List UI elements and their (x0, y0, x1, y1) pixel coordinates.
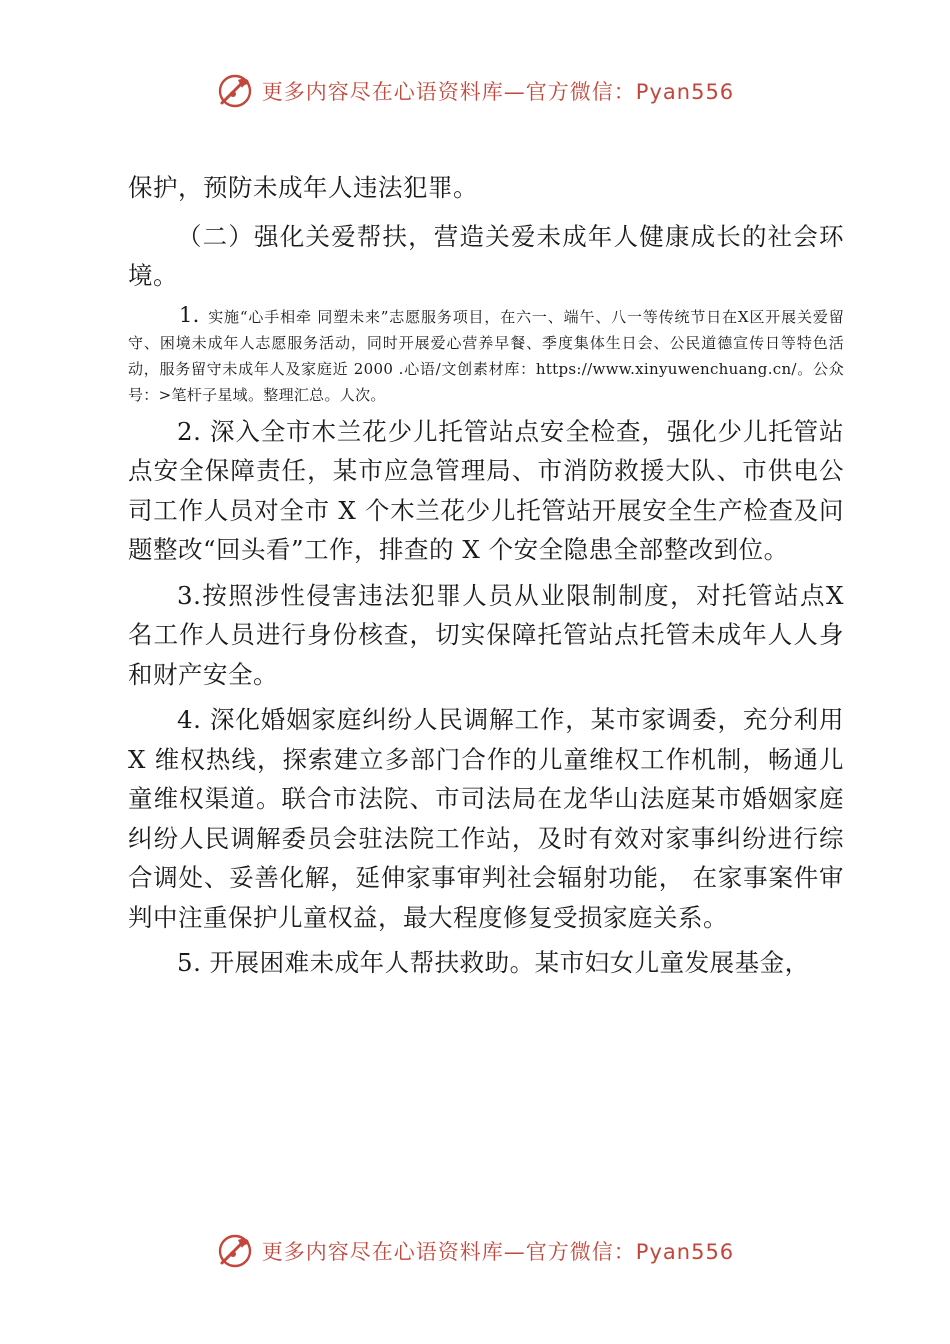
pen-quill-logo-icon (216, 72, 254, 110)
paragraph-item-4: 4. 深化婚姻家庭纠纷人民调解工作，某市家调委，充分利用 X 维权热线，探索建立多部门合作的儿童维权工作机制，畅通儿童维权渠道。联合市法院、市司法局在龙华山法庭某市婚姻家庭纠纷人民调解委员会驻法院工作站，及时有效对家事纠纷进行综合调处、妥善化解，延伸家事审判社会辐射功能， 在家事案件审判中注重保护儿童权益，最大程度修复受损家庭关系。 (128, 705, 844, 932)
section-heading: （二）强化关爱帮扶，营造关爱未成年人健康成长的社会环境。 (128, 221, 844, 290)
watermark-header (0, 72, 950, 110)
paragraph-item-5: 5. 开展困难未成年人帮扶救助。某市妇女儿童发展基金， (177, 948, 810, 977)
paragraph-item-2: 2. 深入全市木兰花少儿托管站点安全检查，强化少儿托管站点安全保障责任，某市应急管理局、市消防救援大队、市供电公司工作人员对全市 X 个木兰花少儿托管站开展安全生产检查及问题整改“回头看”工作，排查的 X 个安全隐患全部整改到位。 (128, 416, 844, 564)
paragraph: 保护，预防未成年人违法犯罪。 (128, 173, 478, 202)
watermark-text: 更多内容尽在心语资料库—官方微信：Pyan556 (261, 80, 735, 104)
paragraph-item-1 (128, 302, 844, 408)
watermark-text: 更多内容尽在心语资料库—官方微信：Pyan556 (261, 1240, 735, 1264)
watermark-footer (0, 1232, 950, 1270)
paragraph-item-3: 3.按照涉性侵害违法犯罪人员从业限制制度，对托管站点X 名工作人员进行身份核查，切实保障托管站点托管未成年人人身和财产安全。 (128, 580, 844, 689)
item-number: 1. (179, 302, 200, 327)
item-text: 实施“心手相牵 同塑未来”志愿服务项目，在六一、端午、八一等传统节日在X区开展关爱留守、困境未成年人志愿服务活动，同时开展爱心营养早餐、季度集体生日会、公民道德宣传日等特色活动，服务留守未成年人及家庭近 2000 .心语/文创素材库：https://www.xinyuwenchuang.cn/。公众号：>笔杆子星域。整理汇总。人次。 (128, 307, 844, 404)
document-body (128, 168, 844, 983)
pen-quill-logo-icon (216, 1232, 254, 1270)
